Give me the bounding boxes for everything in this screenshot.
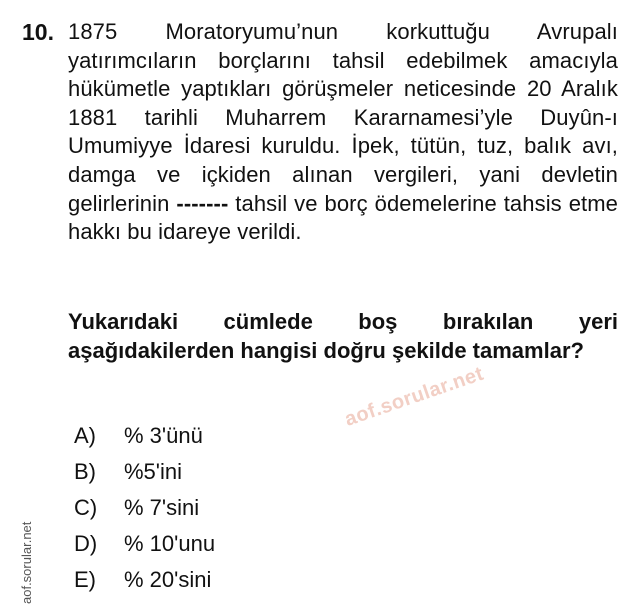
question-text [68, 18, 618, 247]
option-d[interactable] [74, 526, 215, 562]
option-e[interactable] [74, 562, 215, 598]
option-text: % 10'unu [124, 531, 216, 556]
blank-placeholder: ------- [176, 190, 229, 216]
option-letter: C) [74, 495, 98, 520]
option-letter: D) [74, 531, 98, 556]
question-number: 10. [22, 19, 54, 45]
question-text-after-blank: tahsil ve borç ödemelerine tahsis etme hakkı bu idareye verildi. [68, 190, 618, 245]
option-letter: B) [74, 459, 96, 484]
option-text: % 7'sini [124, 495, 200, 520]
question-prompt: Yukarıdaki cümlede boş bırakılan yeri aşağıdakilerden hangisi doğru şekilde tamamlar? [68, 309, 618, 363]
answer-options [74, 418, 215, 598]
option-c[interactable] [74, 490, 215, 526]
question-text-before-blank: 1875 Moratoryumu’nun korkuttuğu Avrupalı yatırımcıların borçlarını tahsil edebilmek amacıyla hükümetle yaptıkları görüşmeler neticesinde 20 Aralık 1881 tarihli Muharrem Kararnamesi’yle Duyûn-ı Umumiyye İdaresi kuruldu. İpek, tütün, tuz, balık avı, damga ve içkiden alınan vergileri, yani devletin gelirlerinin [68, 19, 618, 216]
side-watermark: aof.sorular.net [19, 521, 34, 604]
option-b[interactable] [74, 454, 215, 490]
option-text: % 3'ünü [124, 423, 203, 448]
option-letter: E) [74, 567, 96, 592]
option-text: % 20'sini [124, 567, 212, 592]
watermark: aof.sorular.net [342, 362, 487, 431]
option-a[interactable] [74, 418, 215, 454]
option-letter: A) [74, 423, 96, 448]
option-text: %5'ini [124, 459, 183, 484]
